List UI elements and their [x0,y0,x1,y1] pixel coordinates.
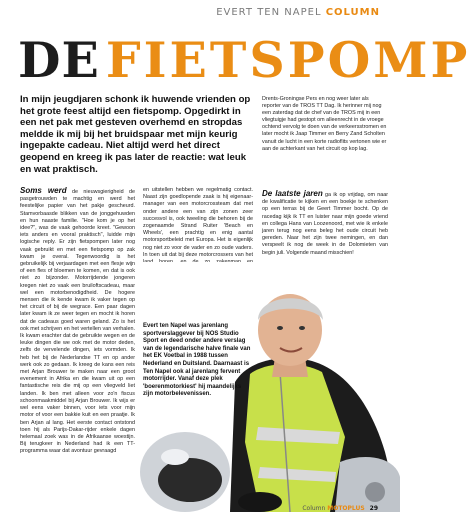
page-number: 29 [369,505,378,512]
pullquote: Evert ten Napel was jarenlang sportverslaggever bij NOS Studio Sport en deed onder andere verslag van de legendarische halve finale van het EK Voetbal in 1988 tussen Nederland en Duitsland. Daarnaast is Ten Napel ook al jarenlang fervent motorrijder. Vanaf deze plek 'boerenmotorkiest' hij maandelijks zijn motorbelevenissen. [143,323,251,398]
body-column-3 [262,190,388,257]
col1-lead: Soms werd [20,186,67,195]
magazine-name: MOTOPLUS [327,505,365,512]
col3-text: ga ik op vrijdag, om naar de kwalificatie te kijken en een boekje te schenken op een terras bij de Geert Timmer bocht. Op de racedag kijk ik TT en luister naar mijn goede vriend en collega Hans van Loozenoord, met wie ik enkele jaren terug nog eens beleg het oude circuit heb gereden. Naar het zijn twee nemingen, en dan verspeelt ik nog de week in de Dolomieten van begin juli. Volgende maand misschien! [262,192,389,256]
col2-text1: en uitstellen hebben we regelmatig contact. Naast zijn goedlopende zaak is hij eigenaar-manager van een motorcrossteam dat met onder andere een van zijn zonen zeer succesvol is, ook tweeling die behoren bij de zogenaamde Strand Ruiter 'Beach en Wheels', een prachtig en enig aantal motorsportbeleid met Europa. Het is eigenlijk nog niet zo voor de vader en zo oude vaders. In toen uit dat bij deze motorcrossers van het [143,187,253,258]
footer-label: Column [302,505,326,512]
col3-lead: De laatste jaren [262,189,323,198]
col1-text: de nieuwsgierigheid de pasgetrouwden te machtig en werd het feestelijke papier van het pakje gescheurd. Stamvorbaasde blikken van de jonggehuwden en hun naaste familie. "Hoe kom je op het idee?", was de vaak gehoorde kreet. "Gewoon iets anders en vooral praktisch", luidde mijn logische reply. Er zijn fietspompen later nog vaak gebruikt en met een fietspomp op zak kwam je overal. Tegenwoordig is het gebruikelijk bij verjaardagen met een flesje wijn of een fles of bloemen te komen, en dat is ook niet zo bijzonder. Motorrijdende jongeren kregen niet zo vaak een bruiloftscadeau, maar wel een motorbenodigdheid. De hogere mensen die ik kende kwam ik vaker tegen op het circuit of bij de wegrace. Een paar dagen later kwam ik ze weer tegen en mocht ik horen dat de cadeaus goed waren geland. Zo is het ook met schrijven en het vertellen van verhalen. Ik kwam erachter dat de gebruikte wegen en de leuke dingen die we ook met de motor deden, zelfs de vervelende dingen, iets vormden. Ik heb het bij de Nederlandse TT en op ander werk ook zo gedaan. Ik kreeg de kans een reis met Arjan Brouwer te maken naar een groot evenement in Afrika en die kwam uit op een fantastische reis die mij op een vliegveld liet landen. Ik ben met alleen voor zo'n fiscus schoonmaakmiddel bij Arjan Brouwer. Ik wijs er wel eens vaker binnen, voor iets voor mijn motor of voor een bakkie kuit en een praatje. Ik ben Arjan al lang. Het eerste contact ontstond toen hij als Parijs-Dakar-rijder enkele dagen helemaal zoek was in de Afrikaanse woestijn. Bij terugkeer in Nederland had ik een TT-programma waar dat avontuur gevraagd [20,189,135,455]
aside-paragraph: Drents-Groningse Pers en nog weer later als reporter van de TROS TT Dag. Ik herinner mij nog een zaterdag dat de chef van de TROS mij in een vliegtuigje had gestopt om alleenrecht in de vroege ochtend vervolg te doen van de verkeersstromen en later mocht ik Jaap Timmer en Berry Zand Scholten vanuit de lucht in een korte radioflits vertonen wie er aan de achterkant van het circuit op kop lag. [262,96,387,152]
page-header [216,7,380,18]
page-footer [302,505,378,512]
title-de: DE [18,31,100,89]
author-name: EVERT TEN NAPEL [216,7,322,18]
article-title [18,31,470,89]
section-label: COLUMN [325,7,380,18]
body-column-1 [20,187,135,456]
intro-paragraph: In mijn jeugdjaren schonk ik huwende vrienden op het grote feest altijd een fietspomp. Opgedirkt in een net pak met gesteven overhemd en stropdas meldde ik mij bij het bruidspaar met mijn keurig ingepakte cadeau. Niet altijd werd het direct geopend en kreeg ik pas later de reactie: wat leuk en wat praktisch. [20,94,251,175]
title-fietspomp: FIETSPOMP [105,31,470,89]
